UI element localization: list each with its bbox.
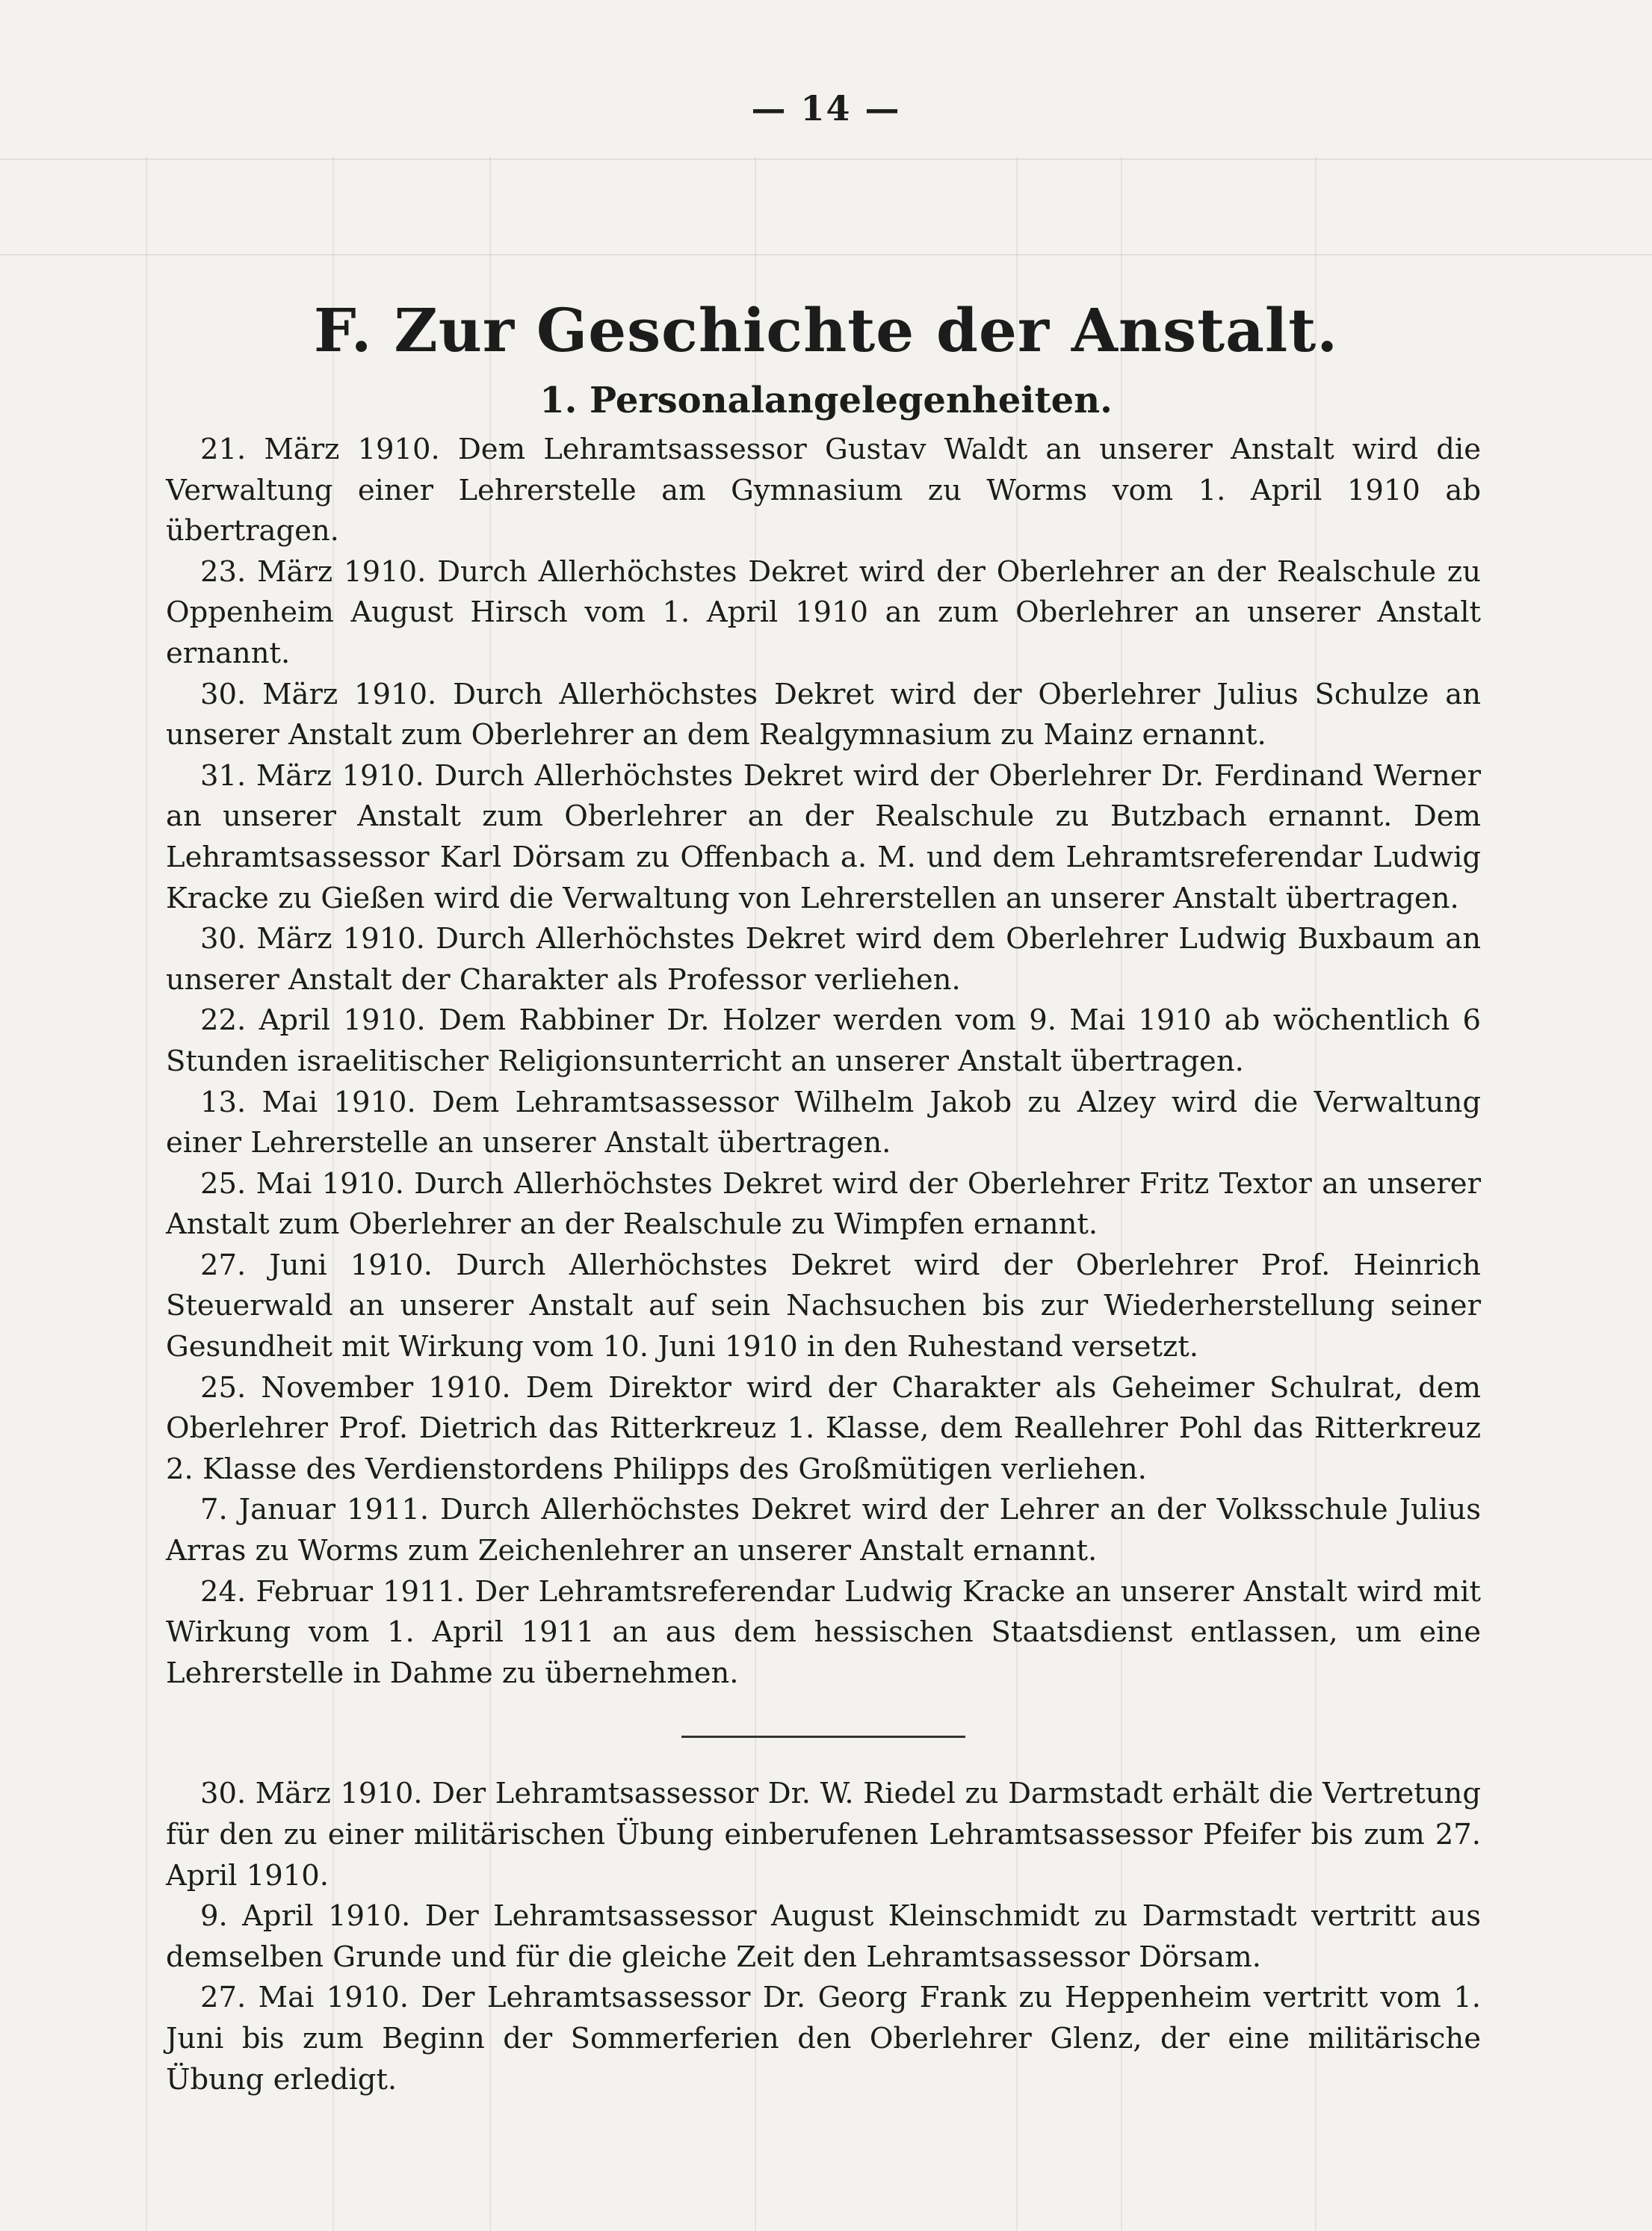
entry xyxy=(166,675,1481,756)
entry xyxy=(166,1896,1481,1978)
entry-text: Der Lehramtsassessor Dr. Georg Frank zu Heppenheim vertritt vom 1. Juni bis zum Beginn der Sommerferien den Oberlehrer Glenz, der eine militärische Übung erledigt. xyxy=(166,1981,1481,2097)
entry xyxy=(166,1572,1481,1695)
entry-date: 25. November 1910. xyxy=(200,1370,511,1405)
entry-date: 30. März 1910. xyxy=(200,1777,423,1811)
entry xyxy=(166,919,1481,1000)
entry-text: Dem Lehramtsassessor Wilhelm Jakob zu Alzey wird die Verwaltung einer Lehrerstelle an unserer Anstalt übertragen. xyxy=(166,1085,1482,1160)
entry xyxy=(166,1978,1481,2100)
entry xyxy=(166,1000,1481,1082)
entry-date: 30. März 1910. xyxy=(200,922,425,956)
entry-text: Dem Direktor wird der Charakter als Geheimer Schulrat, dem Oberlehrer Prof. Dietrich das Ritterkreuz 1. Klasse, dem Reallehrer Pohl das Ritterkreuz 2. Klasse des Verdienstordens Philipps des Großmütigen verliehen. xyxy=(166,1370,1481,1486)
page-number: — 14 — xyxy=(751,88,901,129)
entry-date: 30. März 1910. xyxy=(200,677,437,711)
entry xyxy=(166,1774,1481,1896)
entry-date: 23. März 1910. xyxy=(200,554,427,589)
entry xyxy=(166,1164,1481,1246)
substitution-entries xyxy=(166,1774,1481,2100)
entry xyxy=(166,1246,1481,1368)
entry-text: Durch Allerhöchstes Dekret wird dem Oberlehrer Ludwig Buxbaum an unserer Anstalt der Charakter als Professor verliehen. xyxy=(166,922,1481,997)
entry-text: Durch Allerhöchstes Dekret wird der Oberlehrer an der Realschule zu Oppenheim August Hirsch vom 1. April 1910 an zum Oberlehrer an unserer Anstalt ernannt. xyxy=(166,554,1482,670)
entry-text: Durch Allerhöchstes Dekret wird der Lehrer an der Volksschule Julius Arras zu Worms zum Zeichenlehrer an unserer Anstalt ernannt. xyxy=(166,1493,1481,1568)
entry-text: Der Lehramtsassessor Dr. W. Riedel zu Darmstadt erhält die Vertretung für den zu einer militärischen Übung einberufenen Lehramtsassessor Pfeifer bis zum 27. April 1910. xyxy=(166,1777,1481,1893)
entry-date: 21. März 1910. xyxy=(200,433,440,466)
entry-text: Durch Allerhöchstes Dekret wird der Oberlehrer Dr. Ferdinand Werner an unserer Anstalt zum Oberlehrer an der Realschule zu Butzbach ernannt. Dem Lehramtsassessor Karl Dörsam zu Offenbach a. M. und dem Lehramtsreferendar Ludwig Kracke zu Gießen wird die Verwaltung von Lehrerstellen an unserer Anstalt übertragen. xyxy=(166,758,1481,915)
entry-date: 27. Juni 1910. xyxy=(200,1248,433,1282)
entry-text: Durch Allerhöchstes Dekret wird der Oberlehrer Prof. Heinrich Steuerwald an unserer Anstalt auf sein Nachsuchen bis zur Wiederherstellung seiner Gesundheit mit Wirkung vom 10. Juni 1910 in den Ruhestand versetzt. xyxy=(166,1248,1481,1364)
entry-date: 22. April 1910. xyxy=(200,1003,426,1038)
entry-text: Dem Rabbiner Dr. Holzer werden vom 9. Mai 1910 ab wöchentlich 6 Stunden israelitischer Religionsunterricht an unserer Anstalt übertragen. xyxy=(166,1003,1481,1078)
entry xyxy=(166,552,1481,675)
entry-date: 25. Mai 1910. xyxy=(200,1166,404,1201)
section-heading: F. Zur Geschichte der Anstalt. xyxy=(313,295,1339,365)
entry-date: 31. März 1910. xyxy=(200,758,424,793)
entry-text: Durch Allerhöchstes Dekret wird der Oberlehrer Fritz Textor an unserer Anstalt zum Oberlehrer an der Realschule zu Wimpfen ernannt. xyxy=(166,1166,1481,1242)
entry-date: 24. Februar 1911. xyxy=(200,1574,465,1609)
section-divider xyxy=(681,1736,965,1738)
personnel-entries xyxy=(166,430,1481,1694)
entry-text: Der Lehramtsreferendar Ludwig Kracke an unserer Anstalt wird mit Wirkung vom 1. April 1911 an aus dem hessischen Staatsdienst entlassen, um eine Lehrerstelle in Dahme zu übernehmen. xyxy=(166,1574,1481,1690)
entry xyxy=(166,1368,1481,1491)
entry-date: 7. Januar 1911. xyxy=(200,1493,430,1527)
entry-date: 27. Mai 1910. xyxy=(200,1981,409,2015)
entry-text: Dem Lehramtsassessor Gustav Waldt an unserer Anstalt wird die Verwaltung einer Lehrerstelle am Gymnasium zu Worms vom 1. April 1910 ab übertragen. xyxy=(166,433,1481,548)
subsection-heading: 1. Personalangelegenheiten. xyxy=(539,380,1113,421)
entry xyxy=(166,430,1481,552)
entry-text: Der Lehramtsassessor August Kleinschmidt zu Darmstadt vertritt aus demselben Grunde und für die gleiche Zeit den Lehramtsassessor Dörsam. xyxy=(166,1899,1481,1974)
entry xyxy=(166,1083,1481,1164)
entry-date: 9. April 1910. xyxy=(200,1899,411,1934)
entry-date: 13. Mai 1910. xyxy=(200,1085,416,1119)
entry xyxy=(166,756,1481,919)
entry xyxy=(166,1490,1481,1571)
entry-text: Durch Allerhöchstes Dekret wird der Oberlehrer Julius Schulze an unserer Anstalt zum Oberlehrer an dem Realgymnasium zu Mainz ernannt. xyxy=(166,677,1482,752)
entries-body xyxy=(166,430,1481,2100)
